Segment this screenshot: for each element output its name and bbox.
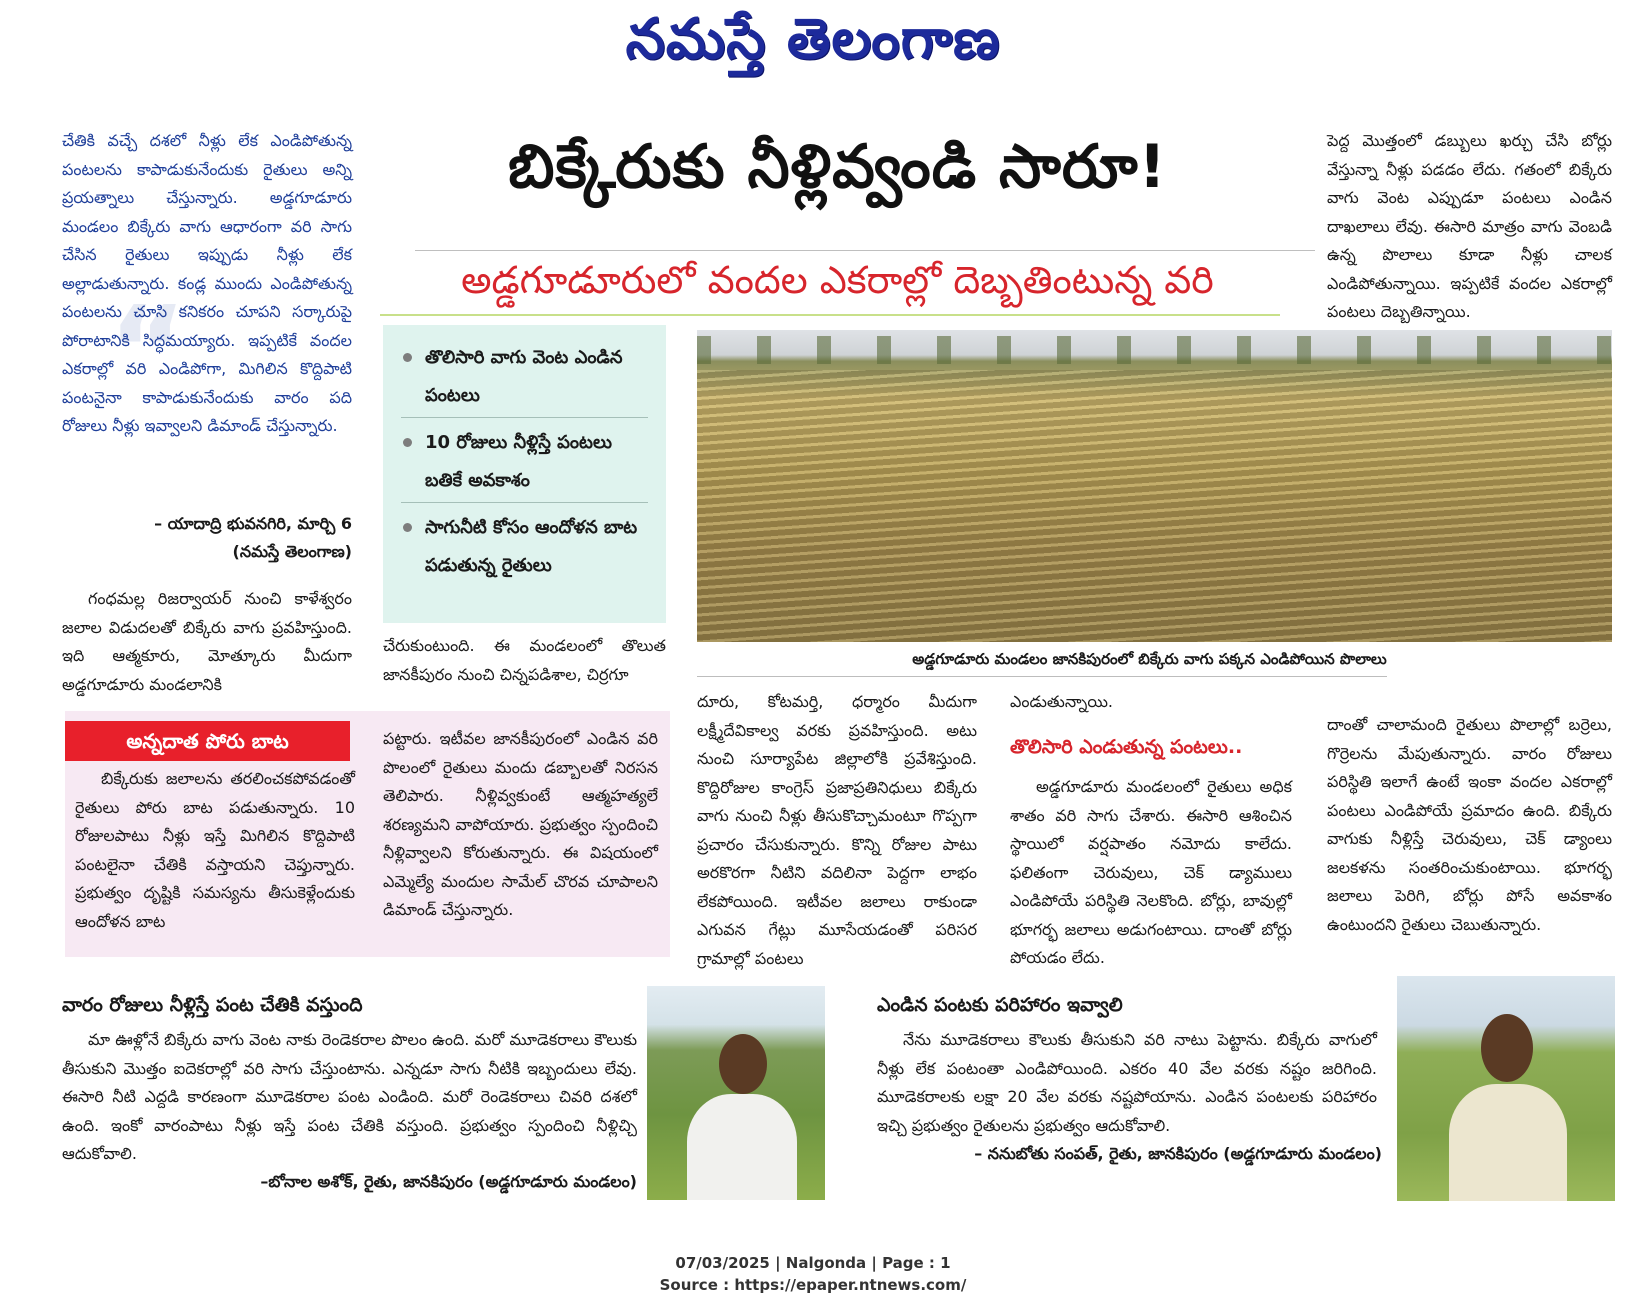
dateline-source: (నమస్తే తెలంగాణ) xyxy=(232,542,352,561)
protest-box-col2: పట్టారు. ఇటీవల జానకీపురంలో ఎండిన వరి పొలంలో రైతులు మందు డబ్బాలతో నిరసన తెలిపారు. నీళ్లివ్వకుంటే ఆత్మహత్యలే శరణ్యమని వాపోయారు. ప్రభుత్వం స్పందించి నీళ్లివ్వాలని కోరుతున్నారు. ఈ విషయంలో ఎమ్మెల్యే మందుల సామేల్ చొరవ చూపాలని డిమాండ్ చేస్తున్నారు. xyxy=(383,729,658,919)
col4-body: అడ్డగూడూరు మండలంలో రైతులు అధిక శాతం వరి సాగు చేశారు. ఈసారి ఆశించిన స్థాయిలో వర్షపాతం నమోదు కాలేదు. ఫలితంగా చెరువులు, చెక్ డ్యాములు ఎండిపోయే పరిస్థితి నెలకొంది. బోర్లు, బావుల్లో భూగర్భ జలాలు అడుగంటాయి. దాంతో బోర్లు పోయడం లేదు. xyxy=(1010,777,1292,967)
person-shirt xyxy=(1449,1084,1567,1201)
col3-body: దూరు, కోటమర్తి, ధర్మారం మీదుగా లక్ష్మీదేవికాల్వ వరకు ప్రవహిస్తుంది. అటు నుంచి సూర్యాపేట జిల్లాలోకి ప్రవేశిస్తుంది. కొద్దిరోజుల కాంగ్రెస్ ప్రజాప్రతినిధులు బిక్కేరు వాగు నుంచి నీళ్లు తీసుకొచ్చామంటూ గొప్పగా ప్రచారం చేసుకున్నారు. కొన్ని రోజుల పాటు అరకొరగా నీటిని వదిలినా పెద్దగా లాభం లేకపోయింది. ఇటీవల జలాలు రాకుండా ఎగువన గేట్లు మూసేయడంతో పరిసర గ్రామాల్లో పంటలు xyxy=(697,692,977,968)
quote1-heading: వారం రోజులు నీళ్లిస్తే పంట చేతికి వస్తుంది xyxy=(62,994,363,1016)
dateline: – యాదాద్రి భువనగిరి, మార్చి 6 xyxy=(154,514,352,533)
person-head xyxy=(1481,1014,1533,1082)
quote2-heading: ఎండిన పంటకు పరిహారం ఇవ్వాలి xyxy=(877,994,1123,1016)
person-shirt xyxy=(687,1094,797,1200)
highlight-item: 10 రోజులు నీళ్లిస్తే పంటలు బతికే అవకాశం xyxy=(401,424,648,503)
quote2-body: నేను మూడెకరాలు కౌలుకు తీసుకుని వరి నాటు పెట్టాను. బిక్కేరు వాగులో నీళ్లు లేక పంటంతా ఎండిపోయింది. ఎకరం 40 వేల వరకు నష్టం జరిగింది. మూడెకరాలకు లక్షా 20 వేల వరకు నష్టపోయాను. ఎండిన పంటలకు పరిహారం ఇచ్చి ప్రభుత్వం రైతులను ప్రభుత్వం ఆదుకోవాలి. xyxy=(877,1030,1377,1135)
crop-rows xyxy=(697,370,1612,642)
col2-body: చేరుకుంటుంది. ఈ మండలంలో తొలుత జానకీపురం నుంచి చిన్నపడిశాల, చిర్రగూ xyxy=(383,636,666,684)
tree-line xyxy=(697,336,1612,364)
subheadline: అడ్డగూడూరులో వందల ఎకరాల్లో దెబ్బతింటున్న వరి xyxy=(461,258,1214,302)
highlight-item: సాగునీటి కోసం ఆందోళన బాట పడుతున్న రైతులు xyxy=(401,509,648,587)
quote-mark-icon: “ xyxy=(108,282,187,421)
intro-paragraph: చేతికి వచ్చే దశలో నీళ్లు లేక ఎండిపోతున్న పంటలను కాపాడుకునేందుకు రైతులు అన్ని ప్రయత్నాలు చేస్తున్నారు. అడ్డగూడూరు మండలం బిక్కేరు వాగు ఆధారంగా వరి సాగు చేసిన రైతులు ఇప్పుడు నీళ్లు లేక అల్లాడుతున్నారు. కండ్ల ముందు ఎండిపోతున్న పంటలను చూసి కనికరం చూపని సర్కారుపై పోరాటానికి సిద్ధమయ్యారు. ఇప్పటికే వందల ఎకరాల్లో వరి ఎండిపోగా, మిగిలిన కొద్దిపాటి పంటనైనా కాపాడుకునేందుకు వారం పది రోజులు నీళ్లు ఇవ్వాలని డిమాండ్ చేస్తున్నారు. xyxy=(62,131,352,435)
right-top-paragraph: పెద్ద మొత్తంలో డబ్బులు ఖర్చు చేసి బోర్లు వేస్తున్నా నీళ్లు పడడం లేదు. గతంలో బిక్కేరు వాగు వెంట ఎప్పుడూ పంటలు ఎండిన దాఖలాలు లేవు. ఈసారి మాత్రం వాగు వెంబడి ఉన్న పొలాలు కూడా నీళ్లు చాలక ఎండిపోతున్నాయి. ఇప్పటికే వందల ఎకరాల్లో పంటలు దెబ్బతిన్నాయి. xyxy=(1327,131,1612,321)
col4-lead: ఎండుతున్నాయి. xyxy=(1010,692,1113,711)
headline: బిక్కేరుకు నీళ్లివ్వండి సారూ! xyxy=(508,132,1167,202)
quote1-body: మా ఊళ్లోనే బిక్కేరు వాగు వెంట నాకు రెండెకరాల పొలం ఉంది. మరో మూడెకరాలు కౌలుకు తీసుకుని మొత్తం ఐదెకరాల్లో వరి సాగు చేస్తుంటాను. ఎన్నడూ సాగు నీటికి ఇబ్బందులు లేవు. ఈసారి నీటి ఎద్దడి కారణంగా మూడెకరాల పంట ఎండింది. మరో రెండెకరాలు చివరి దశలో ఉంది. ఇంకో వారంపాటు నీళ్లు ఇస్తే పంట చేతికి వస్తుంది. ప్రభుత్వం స్పందించి నీళ్లిచ్చి ఆదుకోవాలి. xyxy=(62,1030,637,1163)
protest-box-col1: బిక్కేరుకు జలాలను తరలించకపోవడంతో రైతులు పోరు బాట పడుతున్నారు. 10 రోజులపాటు నీళ్లు ఇస్తే మిగిలిన కొద్దిపాటి పంటలైనా చేతికి వస్తాయని చెప్తున్నారు. ప్రభుత్వం దృష్టికి సమస్యను తీసుకెళ్లేందుకు ఆందోళన బాట xyxy=(75,769,355,931)
subheadline-rule xyxy=(380,314,1280,316)
quote1-signature: –బోనాల అశోక్, రైతు, జానకిపురం (అడ్డగూడూరు మండలం) xyxy=(260,1172,637,1191)
caption-rule xyxy=(697,676,1387,677)
dried-field-photo xyxy=(697,330,1612,642)
footer-source-link[interactable]: Source : https://epaper.ntnews.com/ xyxy=(659,1276,967,1294)
col5-body: దాంతో చాలామంది రైతులు పొలాల్లో బర్రెలు, గొర్రెలను మేపుతున్నారు. వారం రోజులు పరిస్థితి ఇలాగే ఉంటే ఇంకా వందల ఎకరాల్లో పంటలు ఎండిపోయే ప్రమాదం ఉంది. బిక్కేరు వాగుకు నీళ్లిస్తే చెరువులు, చెక్ డ్యాంలు జలకళను సంతరించుకుంటాయి. భూగర్భ జలాలు పెరిగి, బోర్లు పోసే అవకాశం ఉంటుందని రైతులు చెబుతున్నారు. xyxy=(1327,715,1612,934)
photo-caption: అడ్డగూడూరు మండలం జానకిపురంలో బిక్కేరు వాగు పక్కన ఎండిపోయిన పొలాలు xyxy=(912,650,1387,668)
highlights-box xyxy=(383,325,666,623)
protest-box-title: అన్నదాత పోరు బాట xyxy=(65,721,350,761)
farmer-ashok-photo xyxy=(647,986,825,1200)
quote2-signature: – ననుబోతు సంపత్, రైతు, జానకిపురం (అడ్డగూడూరు మండలం) xyxy=(974,1144,1382,1163)
farmer-sampath-photo xyxy=(1397,976,1615,1201)
footer-date-page: 07/03/2025 | Nalgonda | Page : 1 xyxy=(675,1254,951,1272)
person-head xyxy=(719,1034,767,1094)
masthead-logo: నమస్తే తెలంగాణ xyxy=(625,6,1001,72)
highlight-item: తొలిసారి వాగు వెంట ఎండిన పంటలు xyxy=(401,339,648,418)
headline-rule xyxy=(415,250,1315,251)
col1-body: గంధమల్ల రిజర్వాయర్ నుంచి కాళేశ్వరం జలాల విడుదలతో బిక్కేరు వాగు ప్రవహిస్తుంది. ఇది ఆత్మకూరు, మోత్కూరు మీదుగా అడ్డగూడూరు మండలానికి xyxy=(62,589,352,694)
subhead-first-time: తొలిసారి ఎండుతున్న పంటలు.. xyxy=(1010,736,1243,758)
